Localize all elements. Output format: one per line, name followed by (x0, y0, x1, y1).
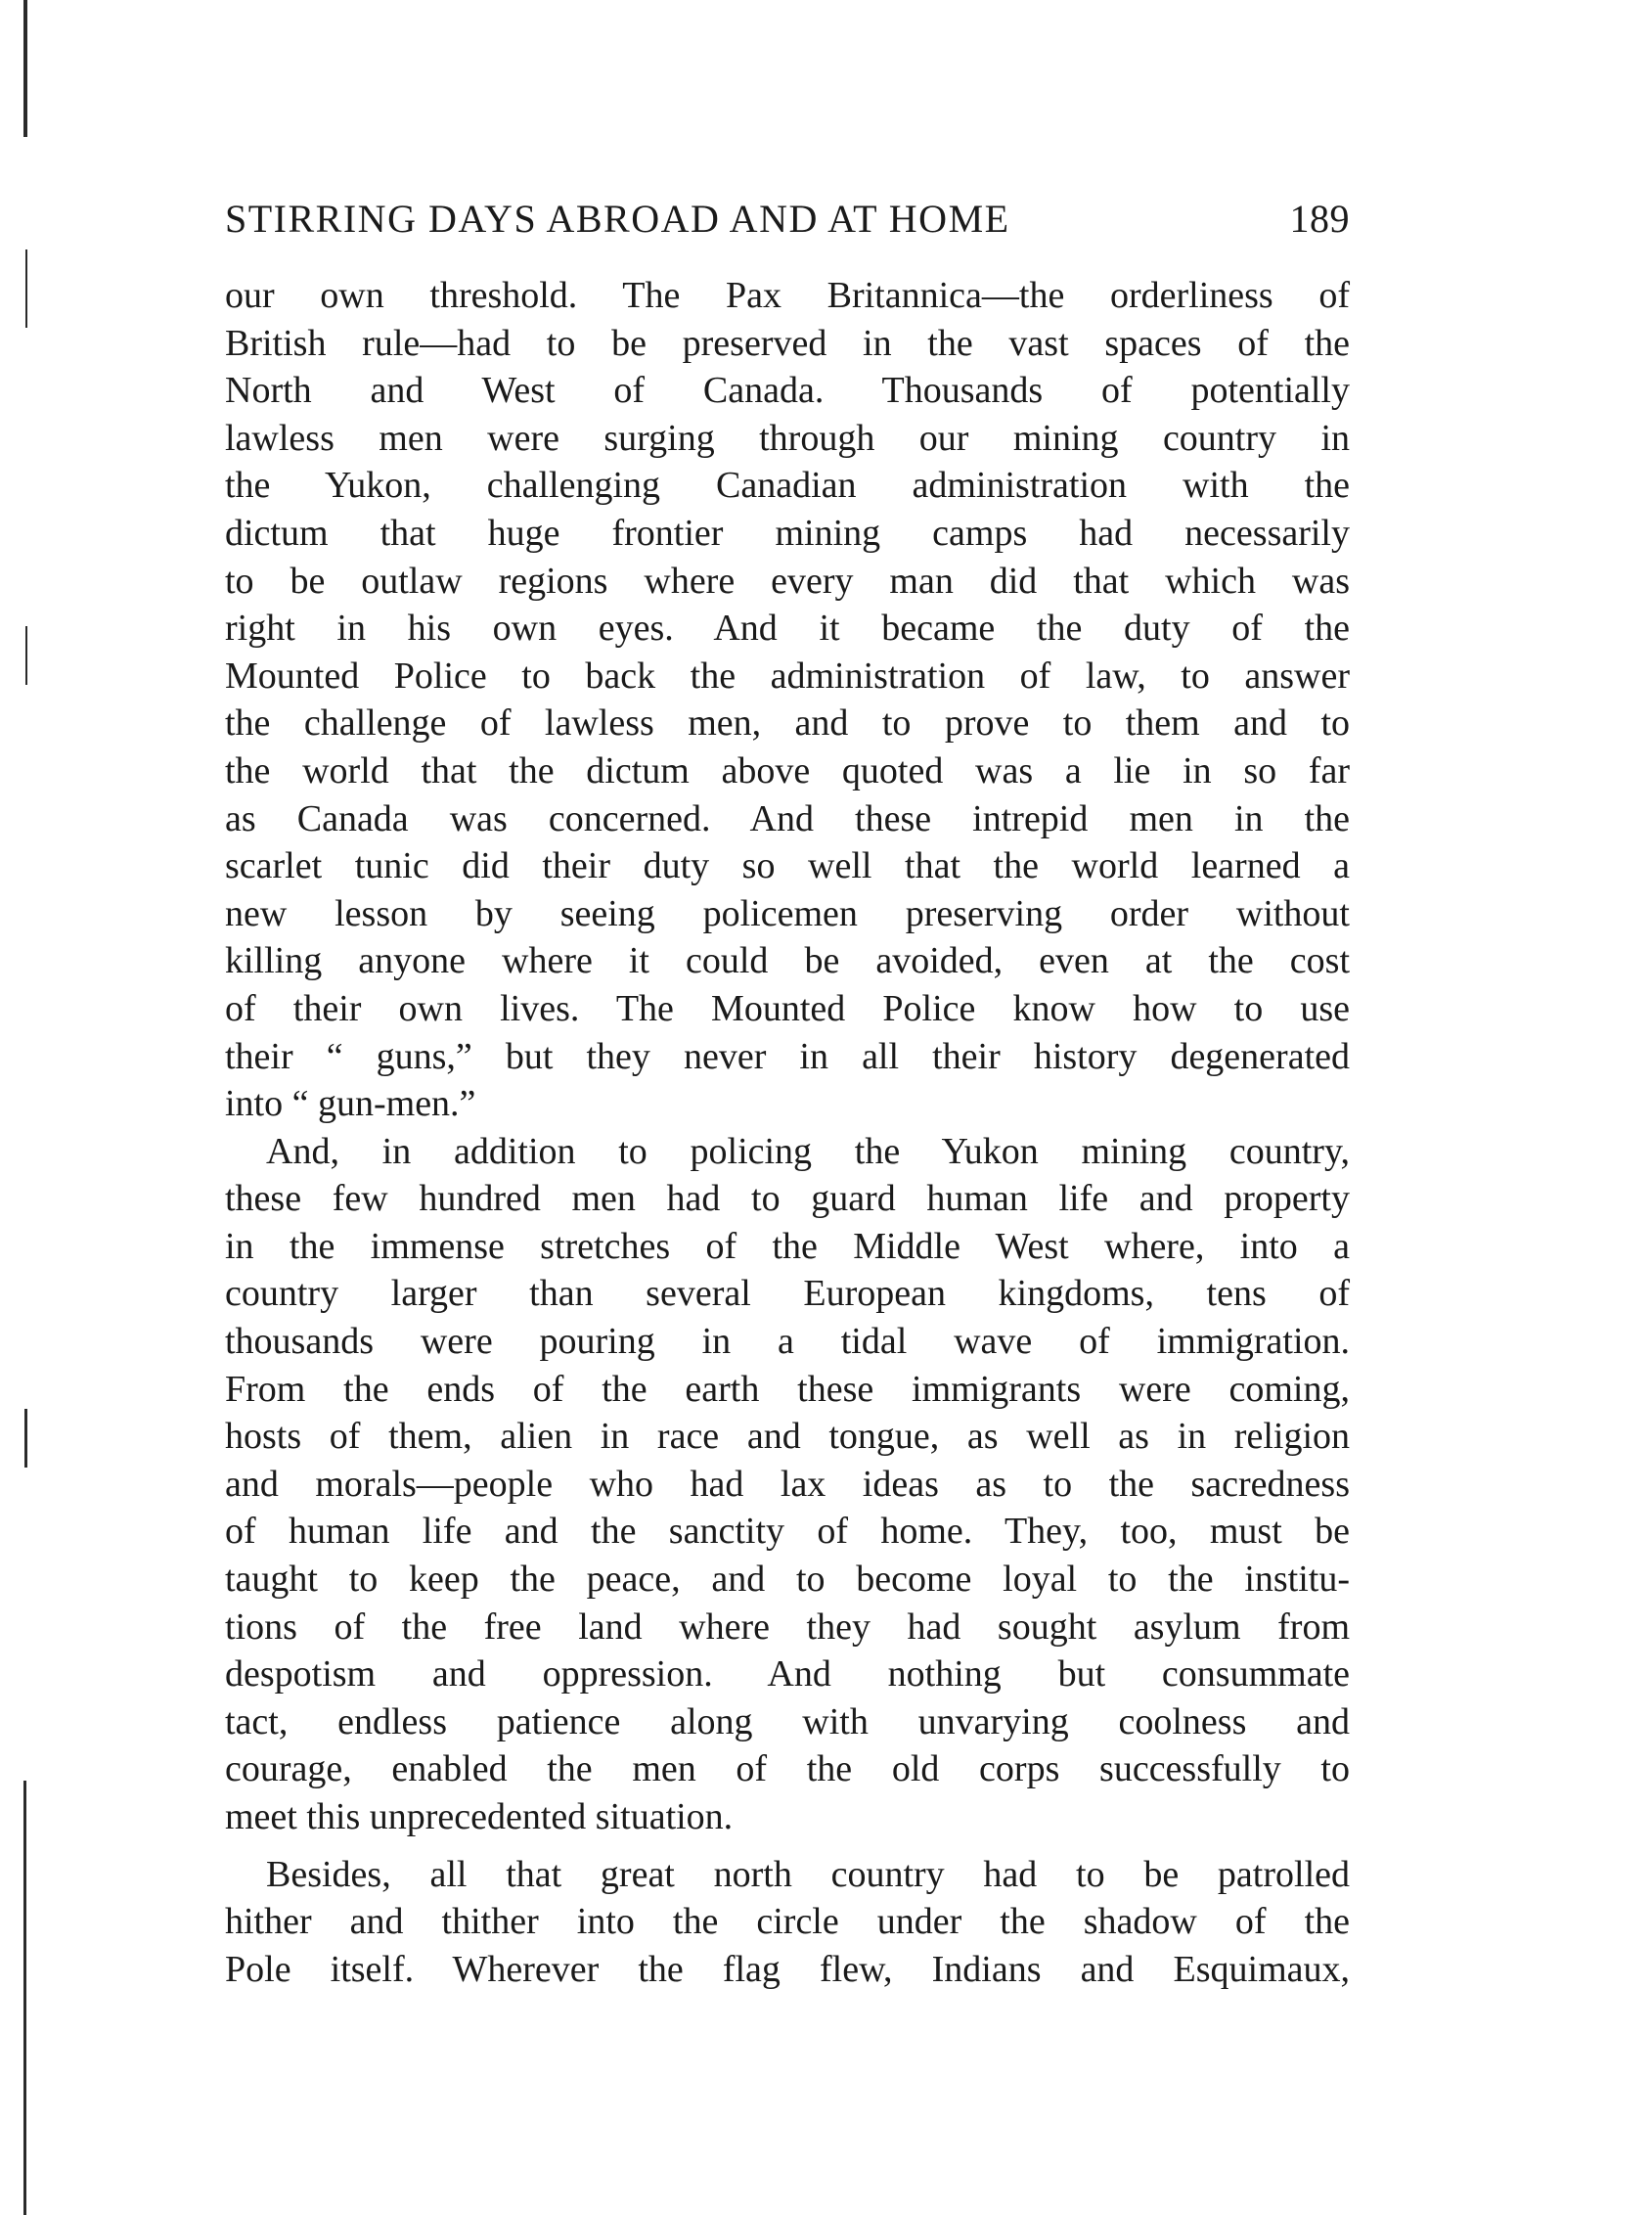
text-line: into “ gun-men.” (225, 1083, 476, 1125)
text-line: their “ guns,” but they never in all their history degenerated (225, 1035, 1350, 1077)
text-line: Besides, all that great north country had to be patrolled (266, 1853, 1350, 1895)
text-line: taught to keep the peace, and to become loyal to the institu- (225, 1559, 1350, 1601)
text-line: dictum that huge frontier mining camps had necessarily (225, 512, 1350, 554)
text-line: courage, enabled the men of the old corps successfully to (225, 1748, 1350, 1790)
running-title: STIRRING DAYS ABROAD AND AT HOME (225, 197, 1010, 241)
text-line: British rule—had to be preserved in the vast spaces of the (225, 322, 1350, 364)
scan-edge-mark (25, 626, 27, 685)
page-number: 189 (1289, 197, 1350, 241)
text-line: North and West of Canada. Thousands of potentially (225, 370, 1350, 412)
text-line: to be outlaw regions where every man did that which was (225, 560, 1350, 602)
text-line: right in his own eyes. And it became the duty of the (225, 608, 1350, 650)
text-line: lawless men were surging through our mining country in (225, 417, 1350, 459)
scan-edge-mark (23, 1781, 26, 2215)
text-line: the world that the dictum above quoted was a lie in so far (225, 749, 1350, 791)
text-line: From the ends of the earth these immigrants were coming, (225, 1368, 1350, 1410)
scan-edge-mark (24, 1409, 27, 1468)
text-line: despotism and oppression. And nothing but consummate (225, 1653, 1350, 1695)
text-line: in the immense stretches of the Middle West where, into a (225, 1225, 1350, 1267)
text-line: hosts of them, alien in race and tongue, as well as in religion (225, 1416, 1350, 1458)
text-line: of their own lives. The Mounted Police know how to use (225, 987, 1350, 1029)
body-text (225, 272, 1350, 1993)
text-line: the challenge of lawless men, and to prove to them and to (225, 702, 1350, 745)
book-page (225, 196, 1350, 1993)
text-line: of human life and the sanctity of home. They, too, must be (225, 1511, 1350, 1553)
text-line: Mounted Police to back the administration of law, to answer (225, 655, 1350, 697)
text-line: our own threshold. The Pax Britannica—the orderliness of (225, 275, 1350, 316)
paragraph-3 (225, 1851, 1350, 1994)
text-line: tact, endless patience along with unvarying coolness and (225, 1700, 1350, 1742)
text-line: hither and thither into the circle under the shadow of the (225, 1901, 1350, 1943)
running-head (225, 196, 1350, 254)
text-line: killing anyone where it could be avoided, even at the cost (225, 940, 1350, 982)
text-line: new lesson by seeing policemen preserving order without (225, 892, 1350, 934)
text-line: country larger than several European kingdoms, tens of (225, 1273, 1350, 1315)
scan-edge-mark (25, 249, 27, 328)
paragraph-1 (225, 272, 1350, 1128)
text-line: the Yukon, challenging Canadian administration with the (225, 465, 1350, 507)
text-line: and morals—people who had lax ideas as to the sacredness (225, 1463, 1350, 1505)
text-line: tions of the free land where they had sought asylum from (225, 1605, 1350, 1648)
text-line: Pole itself. Wherever the flag flew, Indians and Esquimaux, (225, 1948, 1350, 1990)
text-line: thousands were pouring in a tidal wave of immigration. (225, 1321, 1350, 1363)
text-line: these few hundred men had to guard human life and property (225, 1178, 1350, 1220)
text-line: as Canada was concerned. And these intrepid men in the (225, 797, 1350, 839)
text-line: And, in addition to policing the Yukon mining country, (266, 1130, 1350, 1172)
scan-edge-mark (23, 0, 27, 137)
text-line: scarlet tunic did their duty so well that the world learned a (225, 845, 1350, 887)
paragraph-2 (225, 1128, 1350, 1841)
text-line: meet this unprecedented situation. (225, 1796, 734, 1837)
